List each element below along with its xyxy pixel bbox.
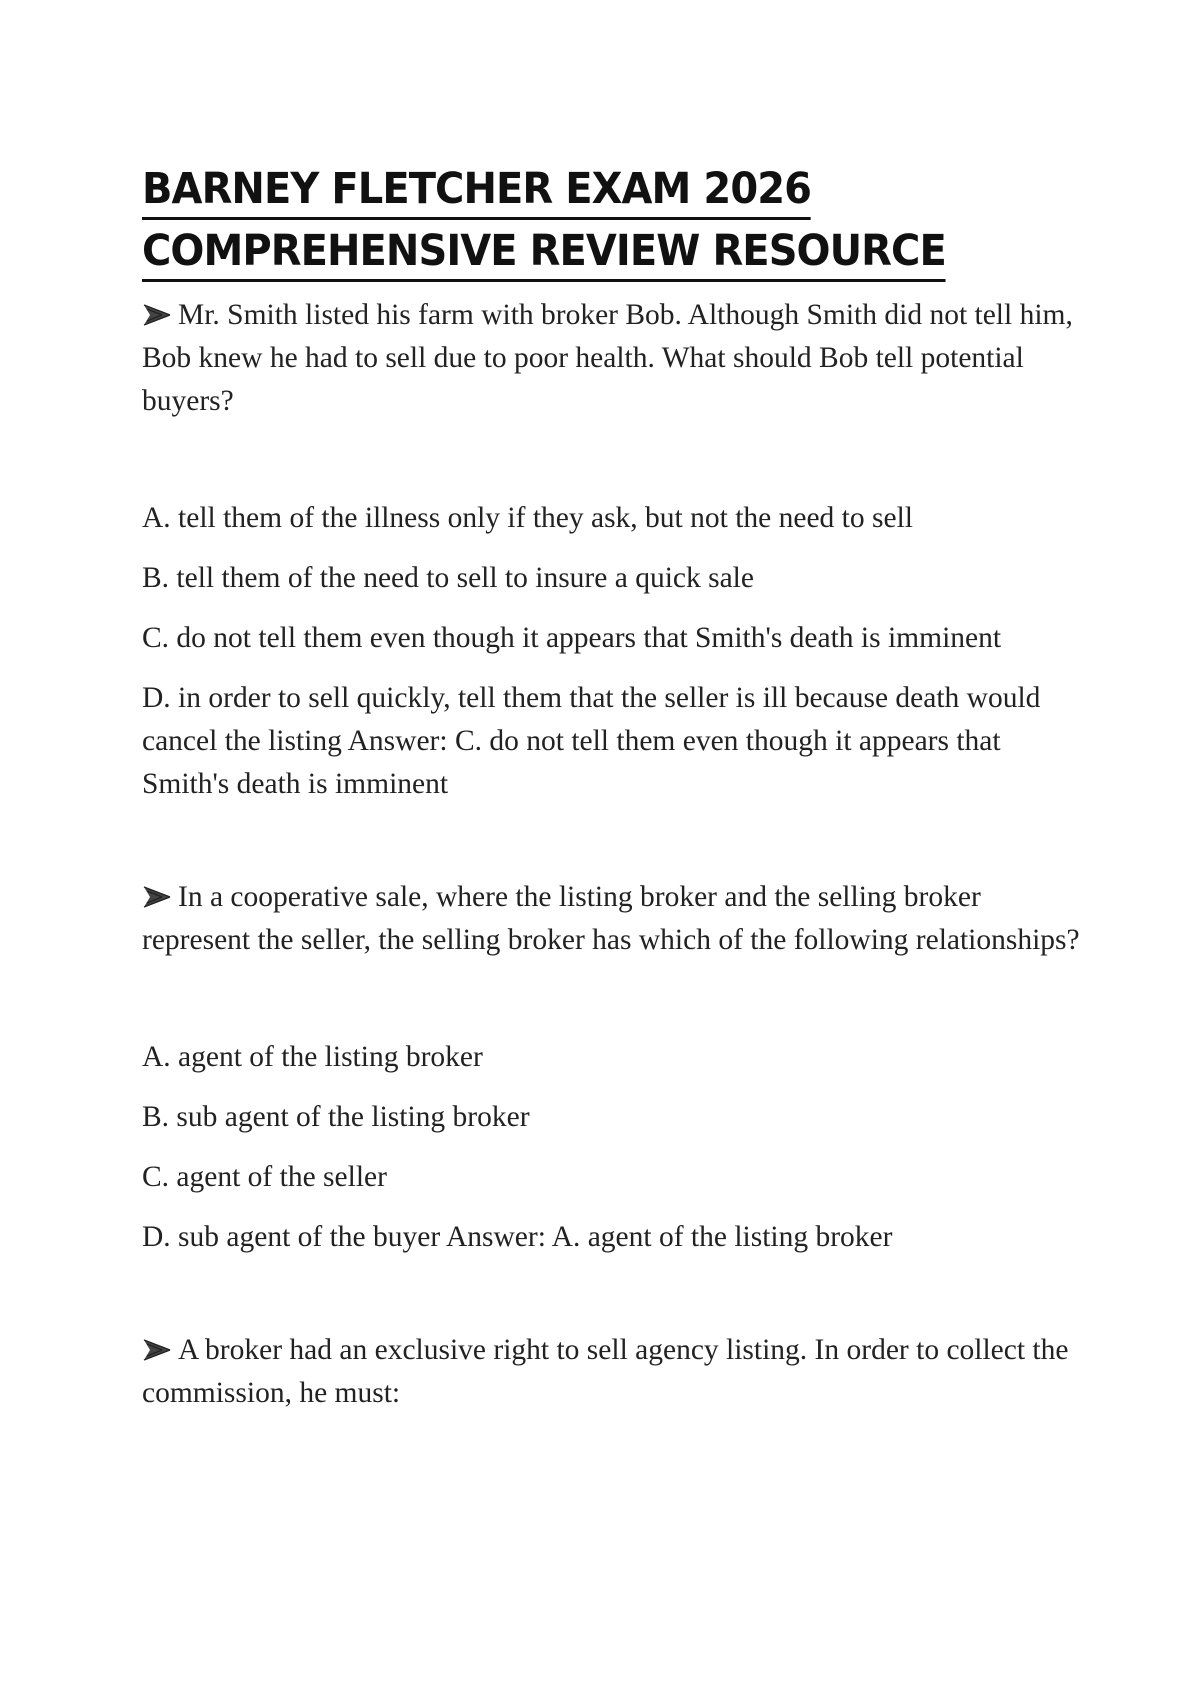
question-1 (142, 294, 1082, 423)
option-a: A. tell them of the illness only if they ask, but not the need to sell (142, 502, 913, 534)
document-title (142, 158, 1082, 282)
question-3-text: A broker had an exclusive right to sell agency listing. In order to collect the commission, he must: (142, 1334, 1069, 1409)
question-2-options (142, 1036, 1082, 1259)
option-b: B. tell them of the need to sell to insure a quick sale (142, 562, 754, 594)
arrow-bullet-icon (142, 886, 172, 908)
option-d: D. sub agent of the buyer Answer: A. agent of the listing broker (142, 1221, 893, 1253)
question-3 (142, 1329, 1082, 1415)
option-a: A. agent of the listing broker (142, 1041, 483, 1073)
arrow-bullet-icon (142, 304, 172, 326)
option-b: B. sub agent of the listing broker (142, 1101, 530, 1133)
option-c: C. agent of the seller (142, 1161, 387, 1193)
title-line-1: BARNEY FLETCHER EXAM 2026 (142, 161, 811, 220)
question-1-text: Mr. Smith listed his farm with broker Bob. Although Smith did not tell him, Bob knew he had to sell due to poor health. What should Bob tell potential buyers? (142, 299, 1073, 417)
title-line-2: COMPREHENSIVE REVIEW RESOURCE (142, 223, 946, 282)
question-2-text: In a cooperative sale, where the listing broker and the selling broker represent the seller, the selling broker has which of the following relationships? (142, 881, 1080, 956)
option-c: C. do not tell them even though it appears that Smith's death is imminent (142, 622, 1002, 654)
document-page (142, 158, 1082, 1415)
option-d: D. in order to sell quickly, tell them that the seller is ill because death would cancel the listing Answer: C. do not tell them even though it appears that Smith's death is imminent (142, 682, 1041, 800)
arrow-bullet-icon (142, 1339, 172, 1361)
question-2 (142, 876, 1082, 962)
question-1-options (142, 497, 1082, 806)
